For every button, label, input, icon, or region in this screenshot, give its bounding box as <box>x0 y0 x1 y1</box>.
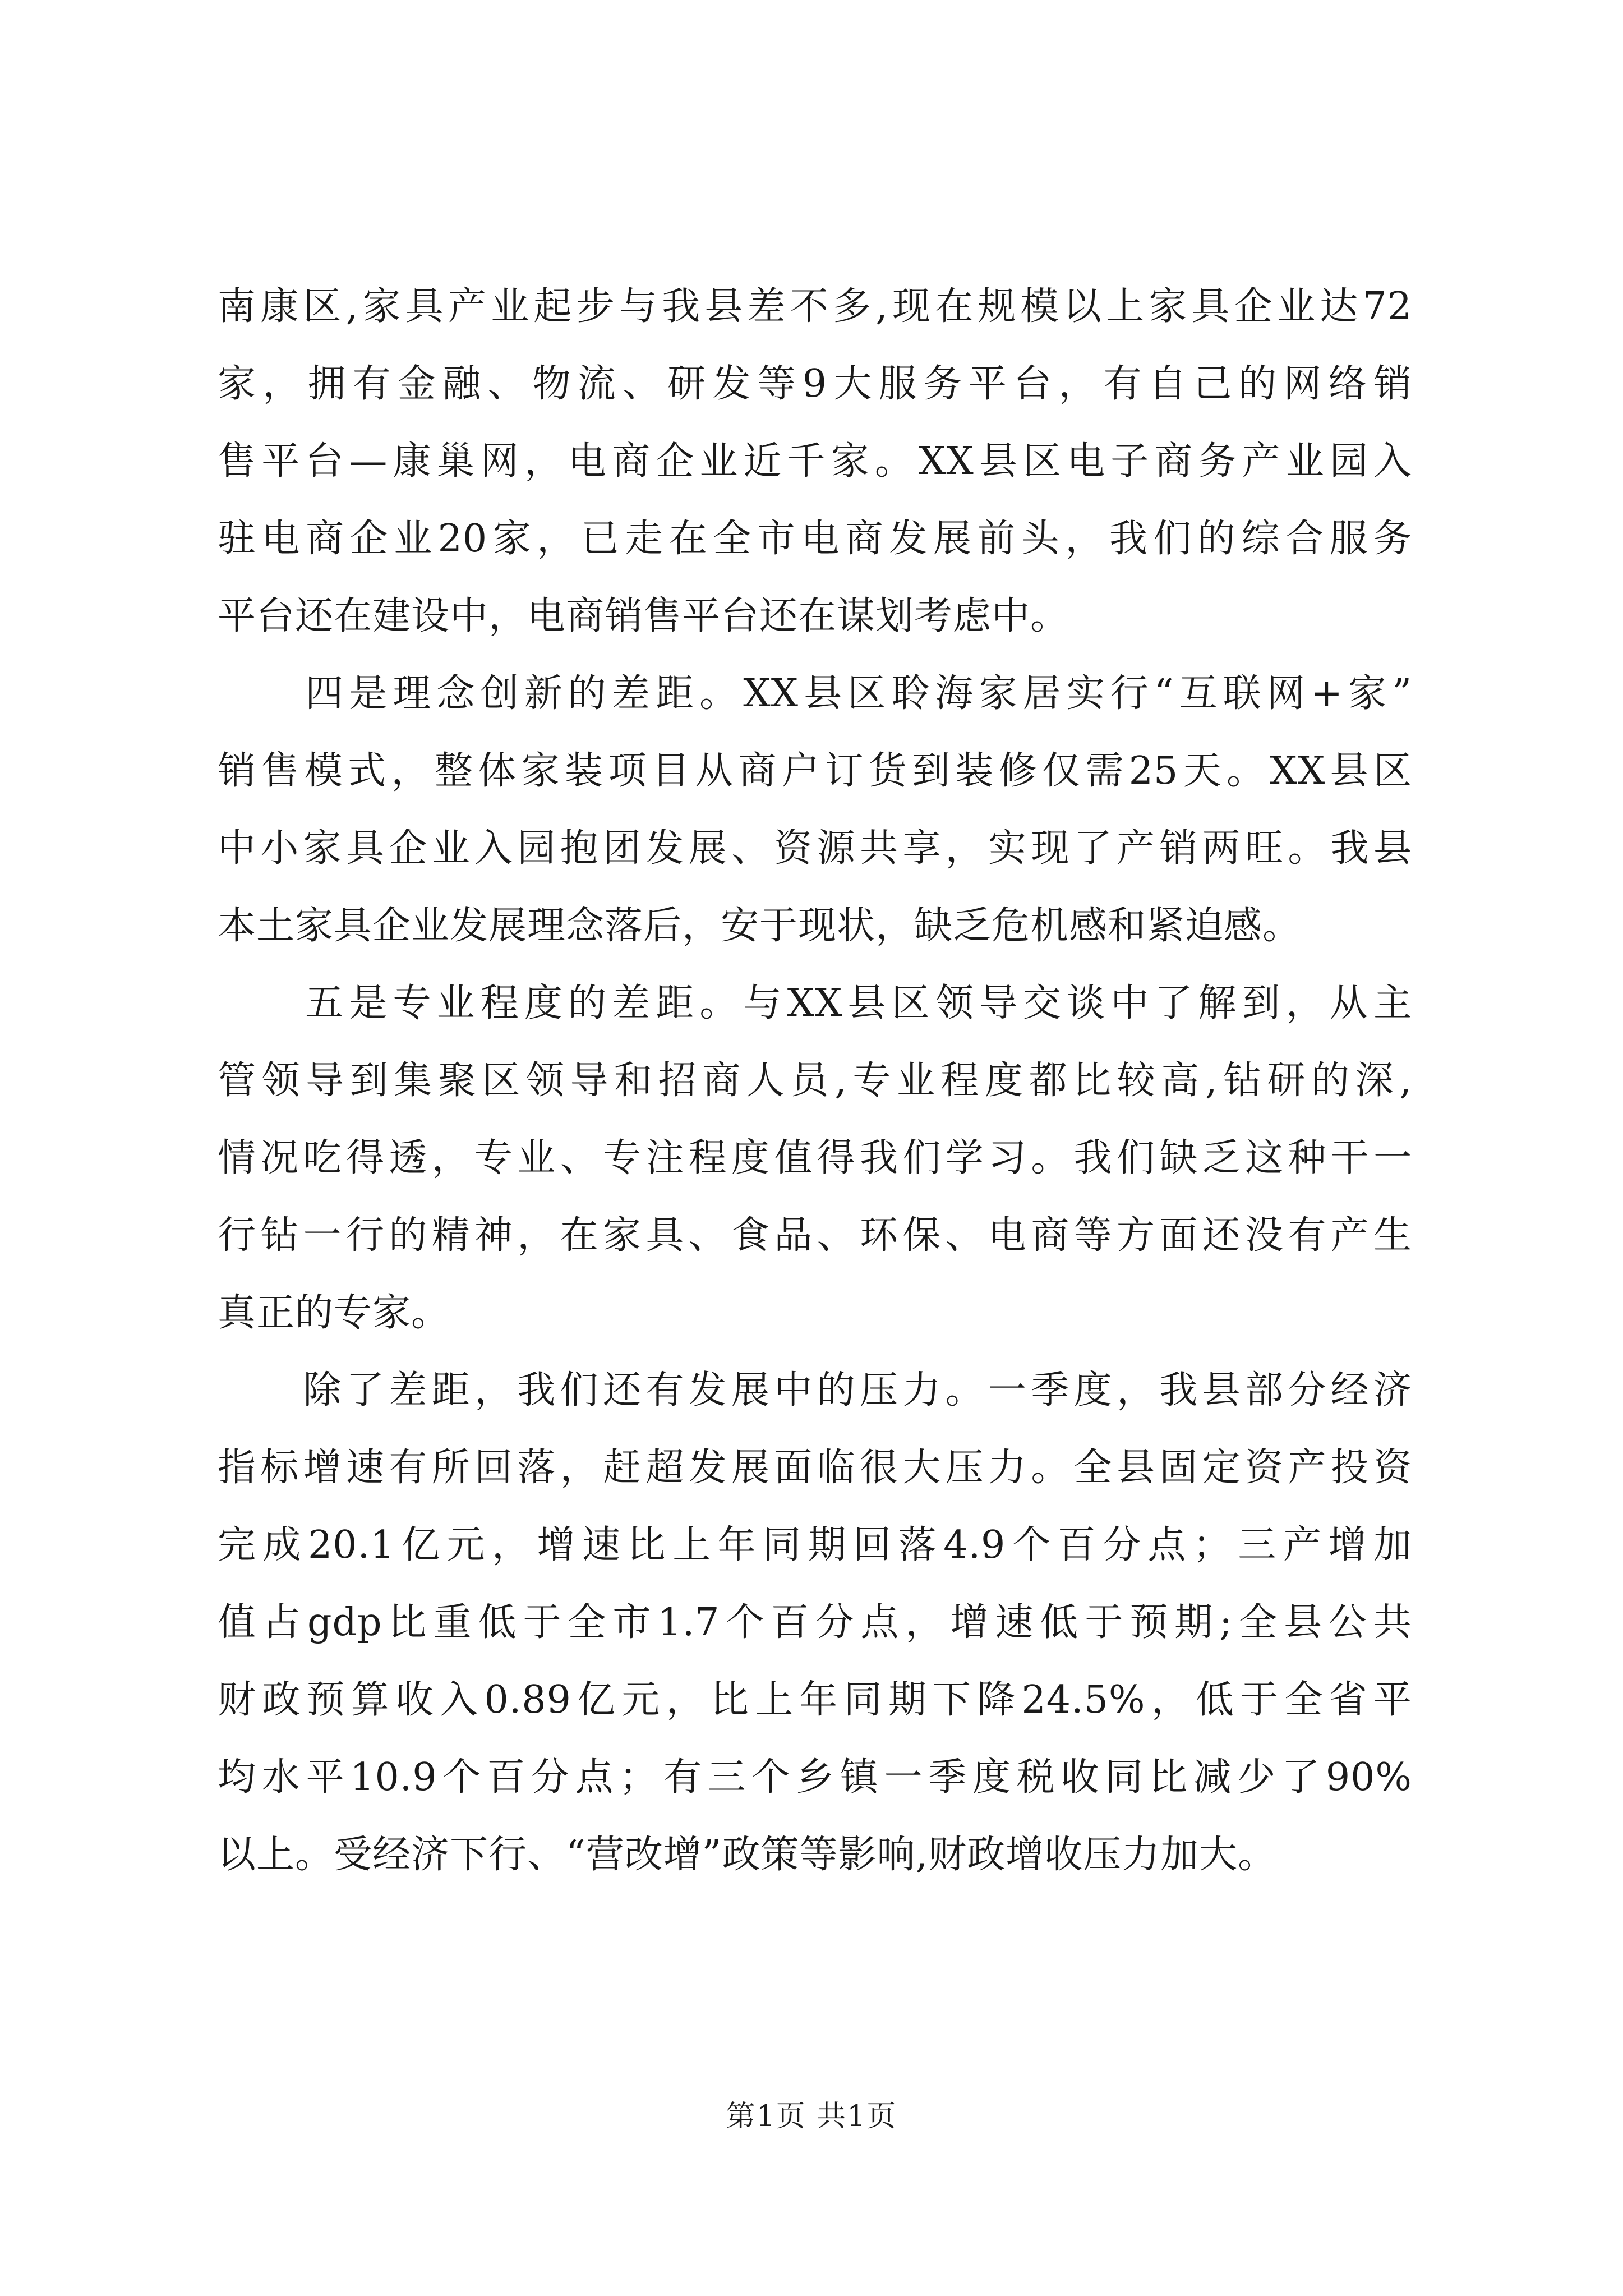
text-line: 财政预算收入0.89亿元，比上年同期下降24.5%，低于全省平 <box>218 1678 1412 1722</box>
text-line: 管领导到集聚区领导和招商人员,专业程度都比较高,钻研的深, <box>218 1059 1412 1103</box>
text-line: 除了差距，我们还有发展中的压力。一季度，我县部分经济 <box>218 1368 1412 1412</box>
text-line: 驻电商企业20家，已走在全市电商发展前头，我们的综合服务 <box>218 517 1412 561</box>
text-line: 四是理念创新的差距。XX县区聆海家居实行“互联网+家” <box>218 671 1412 716</box>
page-footer <box>0 2097 1623 2136</box>
text-line: 均水平10.9个百分点；有三个乡镇一季度税收同比减少了90% <box>218 1755 1412 1800</box>
text-line: 行钻一行的精神，在家具、食品、环保、电商等方面还没有产生 <box>218 1213 1412 1258</box>
paragraph-2 <box>218 655 1412 965</box>
text-line: 指标增速有所回落，赶超发展面临很大压力。全县固定资产投资 <box>218 1446 1412 1490</box>
paragraph-4 <box>218 1352 1412 1894</box>
text-line: 南康区,家具产业起步与我县差不多,现在规模以上家具企业达72 <box>218 284 1412 329</box>
paragraph-1 <box>218 268 1412 655</box>
text-line: 值占gdp比重低于全市1.7个百分点，增速低于预期;全县公共 <box>218 1600 1412 1645</box>
document-body <box>218 268 1412 1894</box>
text-line: 五是专业程度的差距。与XX县区领导交谈中了解到，从主 <box>218 981 1412 1025</box>
text-line: 以上。受经济下行、“营改增”政策等影响,财政增收压力加大。 <box>218 1833 1277 1877</box>
page-number: 第1页 共1页 <box>726 2100 897 2133</box>
text-line: 售平台—康巢网，电商企业近千家。XX县区电子商务产业园入 <box>218 439 1412 484</box>
text-line: 本土家具企业发展理念落后，安于现状，缺乏危机感和紧迫感。 <box>218 904 1302 948</box>
text-line: 完成20.1亿元，增速比上年同期回落4.9个百分点；三产增加 <box>218 1523 1412 1567</box>
text-line: 中小家具企业入园抱团发展、资源共享，实现了产销两旺。我县 <box>218 826 1412 871</box>
text-line: 销售模式，整体家装项目从商户订货到装修仅需25天。XX县区 <box>218 749 1412 793</box>
text-line: 真正的专家。 <box>218 1291 450 1335</box>
text-line: 情况吃得透，专业、专注程度值得我们学习。我们缺乏这种干一 <box>218 1136 1412 1180</box>
text-line: 家，拥有金融、物流、研发等9大服务平台，有自己的网络销 <box>218 362 1412 406</box>
text-line: 平台还在建设中，电商销售平台还在谋划考虑中。 <box>218 594 1069 638</box>
paragraph-3 <box>218 965 1412 1352</box>
